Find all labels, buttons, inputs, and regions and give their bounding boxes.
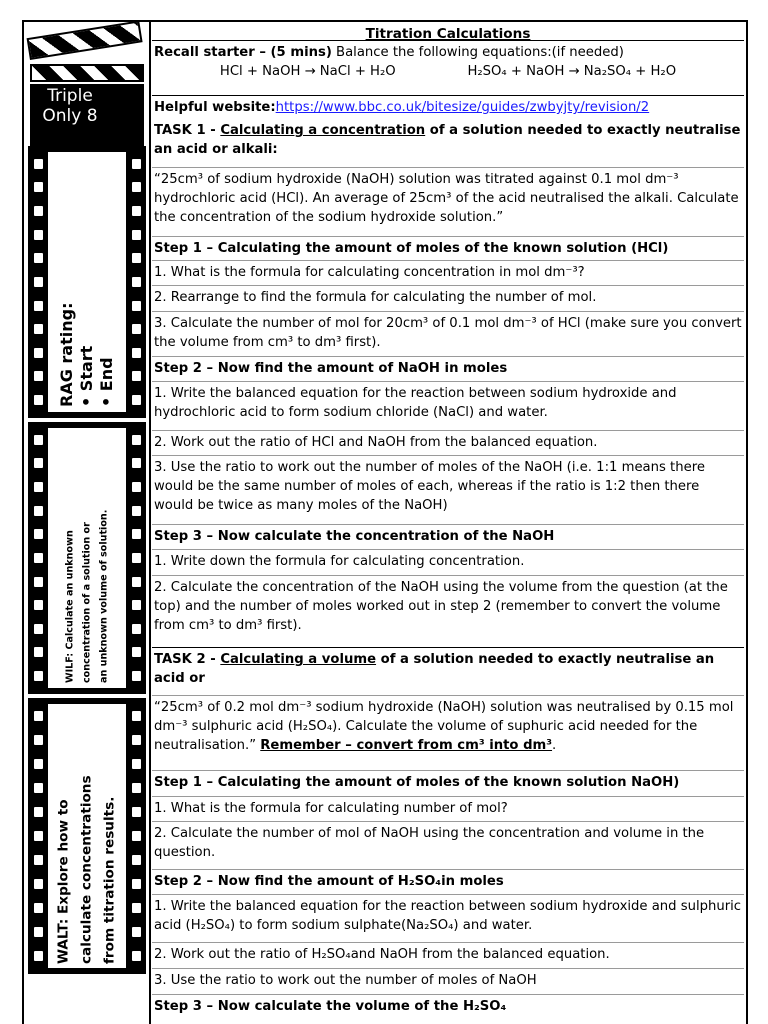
task1-step2-title: Step 2 – Now find the amount of NaOH in moles bbox=[152, 356, 744, 378]
bbc-bitesize-link[interactable]: https://www.bbc.co.uk/bitesize/guides/zwbyjty/revision/2 bbox=[275, 100, 650, 115]
film-strip-rag bbox=[28, 146, 146, 418]
task2-step3-title: Step 3 – Now calculate the volume of the H₂SO₄ bbox=[152, 994, 744, 1016]
helpful-website: Helpful website:https://www.bbc.co.uk/bitesize/guides/zwbyjty/revision/2 bbox=[152, 95, 744, 119]
film-strip-wilf bbox=[28, 422, 146, 694]
rag-rating: RAG rating: • Start • End bbox=[57, 302, 116, 407]
task1-step1-q1: 1. What is the formula for calculating concentration in mol dm⁻³? bbox=[152, 260, 744, 282]
task2-step1-title: Step 1 – Calculating the amount of moles of the known solution NaOH) bbox=[152, 770, 744, 792]
column-divider bbox=[149, 20, 151, 1024]
task2-step2-q3: 3. Use the ratio to work out the number of moles of NaOH bbox=[152, 968, 744, 990]
task2-step2-title: Step 2 – Now find the amount of H₂SO₄in moles bbox=[152, 869, 744, 891]
equation-2: H₂SO₄ + NaOH → Na₂SO₄ + H₂O bbox=[467, 64, 677, 79]
task2-step2-q1: 1. Write the balanced equation for the reaction between sodium hydroxide and sulphuric acid (H₂SO₄) to form sodium sulphate(Na₂SO₄) and water. bbox=[152, 894, 744, 938]
task2-step1-q1: 1. What is the formula for calculating number of mol? bbox=[152, 796, 744, 818]
triple-only-label: Triple Only 8 bbox=[42, 86, 98, 126]
task1-step3-q2: 2. Calculate the concentration of the NaOH using the volume from the question (at the top) and the number of moles worked out in step 2 (remember to convert the volume from cm³ to dm³ first). bbox=[152, 575, 744, 641]
task1-step3-q1: 1. Write down the formula for calculating concentration. bbox=[152, 549, 744, 571]
task1-step3-title: Step 3 – Now calculate the concentration of the NaOH bbox=[152, 524, 744, 546]
page-title: Titration Calculations bbox=[365, 26, 531, 42]
task1-step1-q3: 3. Calculate the number of mol for 20cm³ of 0.1 mol dm⁻³ of HCl (make sure you convert the volume from cm³ to dm³ first). bbox=[152, 311, 744, 353]
walt-text: WALT: Explore how to calculate concentrations from titration results. bbox=[55, 775, 118, 964]
clapper-bar bbox=[30, 64, 144, 82]
task1-heading: TASK 1 - Calculating a concentration of a solution needed to exactly neutralise an acid or alkali: bbox=[154, 123, 741, 157]
task2-step2-q2: 2. Work out the ratio of H₂SO₄and NaOH from the balanced equation. bbox=[152, 942, 744, 964]
recall-starter: Recall starter – (5 mins) Balance the following equations:(if needed) HCl + NaOH → NaCl + H₂O H₂SO₄ + NaOH → Na₂SO₄ + H₂O bbox=[154, 45, 677, 79]
task1-step2-q2: 2. Work out the ratio of HCl and NaOH from the balanced equation. bbox=[152, 430, 744, 452]
task2-step1-q2: 2. Calculate the number of mol of NaOH using the concentration and volume in the question. bbox=[152, 821, 744, 865]
task1-step2-q1: 1. Write the balanced equation for the reaction between sodium hydroxide and hydrochloric acid to form sodium chloride (NaCl) and water. bbox=[152, 381, 744, 423]
task2-heading: TASK 2 - Calculating a volume of a solution needed to exactly neutralise an acid or bbox=[152, 647, 744, 691]
equation-1: HCl + NaOH → NaCl + H₂O bbox=[219, 64, 396, 79]
task1-step1-title: Step 1 – Calculating the amount of moles of the known solution (HCl) bbox=[152, 236, 744, 258]
film-strip-walt bbox=[28, 698, 146, 974]
task2-question: “25cm³ of 0.2 mol dm⁻³ sodium hydroxide (NaOH) solution was neutralised by 0.15 mol dm⁻³ sulphuric acid (H₂SO₄). Calculate the volume of suphuric acid needed for the neutralisation.” Remember – convert from cm³ into dm³. bbox=[152, 695, 744, 767]
wilf-text: WILF: Calculate an unknown concentration of a solution or an unknown volume of solution. bbox=[64, 509, 110, 683]
task1-question: “25cm³ of sodium hydroxide (NaOH) solution was titrated against 0.1 mol dm⁻³ hydrochloric acid (HCl). An average of 25cm³ of the acid neutralised the alkali. Calculate the concentration of the sodium hydroxide solution.” bbox=[152, 167, 744, 231]
task1-step2-q3: 3. Use the ratio to work out the number of moles of the NaOH (i.e. 1:1 means there would be the same number of moles of each, whereas if the ratio is 1:2 then there would be twice as many moles of the NaOH) bbox=[152, 455, 744, 519]
task1-step1-q2: 2. Rearrange to find the formula for calculating the number of mol. bbox=[152, 285, 744, 307]
